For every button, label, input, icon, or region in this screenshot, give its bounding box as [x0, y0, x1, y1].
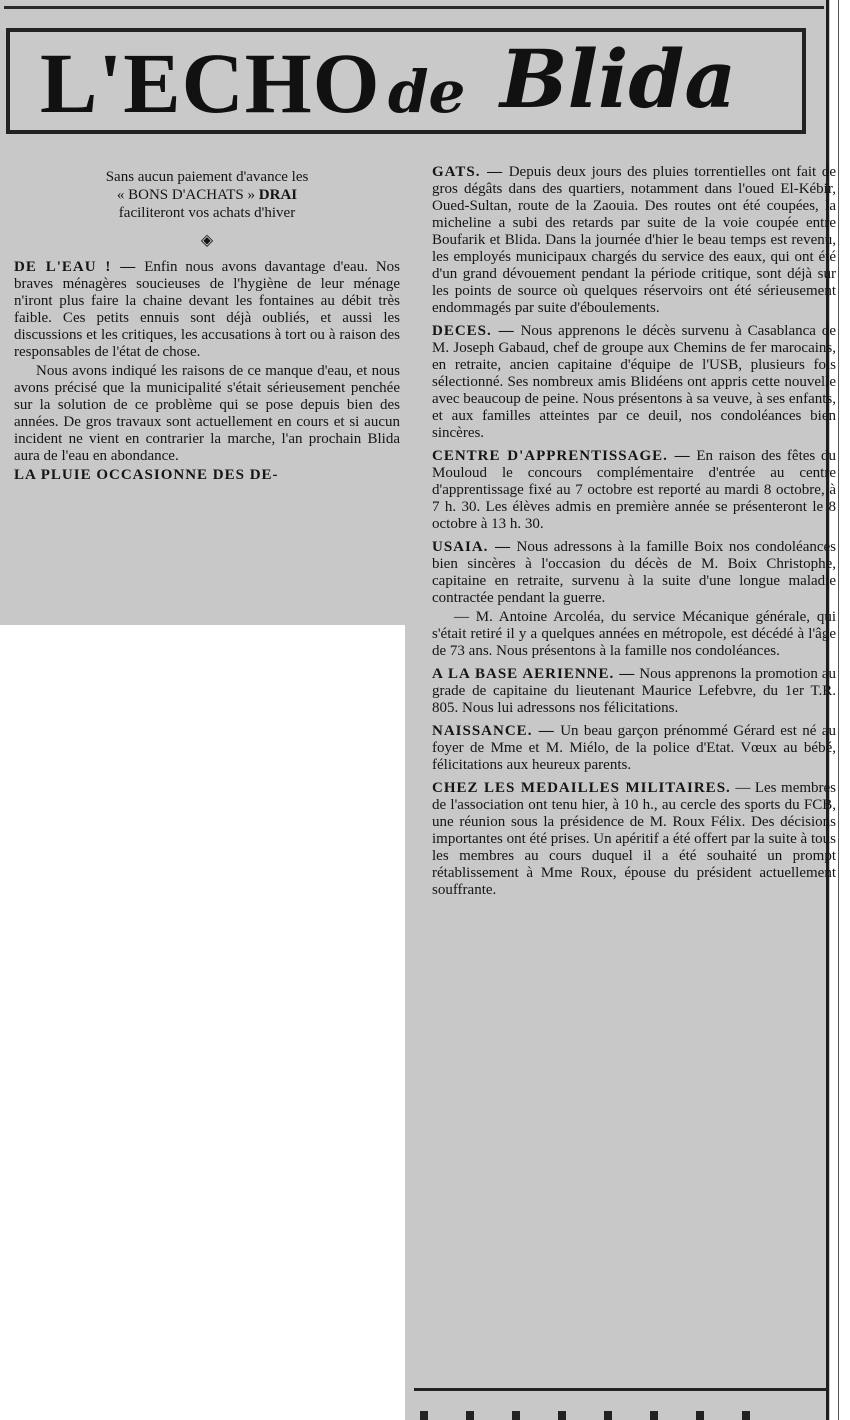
article-naissance: [432, 723, 836, 774]
article-centre-body: En raison des fêtes du Mouloud le concours complémentaire d'entrée au centre d'apprentissage fixé au 7 octobre est reporté au mardi 8 octobre, à 7 h. 30. Les élèves admis en première année se présenteront le 8 octobre à 13 h. 30.: [432, 448, 836, 532]
article-rain-heading-cont: GATS. —: [432, 164, 504, 180]
ad-brand: « BONS D'ACHATS »: [116, 187, 256, 203]
column-rule-right-thin: [838, 0, 839, 1420]
article-rain-heading: LA PLUIE OCCASIONNE DES DE-: [14, 467, 279, 483]
article-naissance-heading: NAISSANCE. —: [432, 723, 555, 739]
article-water: [14, 259, 400, 361]
masthead-title-main: L'ECHO: [40, 35, 381, 131]
ad-line-3: faciliteront vos achats d'hiver: [118, 205, 296, 221]
article-deces: [432, 323, 836, 442]
ad-line-1: Sans aucun paiement d'avance les: [105, 169, 309, 185]
masthead-title-place: Blida: [500, 32, 737, 126]
article-water-heading: DE L'EAU ! —: [14, 259, 137, 275]
article-centre: [432, 448, 836, 533]
ad-line-2: [14, 186, 400, 204]
article-water-body: Enfin nous avons davantage d'eau. Nos braves ménagères soucieuses de l'hygiène de leur ménage n'iront plus faire la chaine devant les fontaines au débit très faible. Ces petits ennuis sont déjà oubliés, et aussi les discussions et les critiques, les accusations à tort ou à raison des responsables de l'état de chose.: [14, 259, 400, 360]
bottom-rule: [414, 1388, 826, 1391]
article-deces-body: Nous apprenons le décès survenu à Casablanca de M. Joseph Gabaud, chef de groupe aux Chemins de fer marocains, en retraite, ancien capitaine d'équipe de l'USB, plusieurs fois sélectionné. Ses nombreux amis Blidéens ont appris cette nouvelle avec beaucoup de peine. Nous présentons à sa veuve, à ses enfants, et aux familles atteintes par ce deuil, nos condoléances bien sincères.: [432, 323, 836, 441]
article-naissance-body: Un beau garçon prénommé Gérard est né au foyer de Mme et M. Miélo, de la police d'Etat. Vœux au bébé, félicitations aux heureux parents.: [432, 723, 836, 773]
article-rain-heading-start: [14, 467, 400, 484]
article-rain: [432, 164, 836, 317]
article-base-body: Nous apprenons la promotion au grade de capitaine du lieutenant Maurice Lefebvre, du 1er T.R. 805. Nous lui adressons nos félicitations.: [432, 666, 836, 716]
masthead: [6, 28, 806, 134]
article-medailles: [432, 780, 836, 899]
article-usaia-body: Nous adressons à la famille Boix nos condoléances bien sincères à l'occasion du décès de M. Boix Christophe, capitaine en retraite, survenu à la suite d'une longue maladie contractée pendant la guerre.: [432, 539, 837, 606]
advertisement: [14, 168, 400, 222]
left-column: [14, 168, 400, 484]
article-arcolea: — M. Antoine Arcoléa, du service Mécanique générale, qui s'était retiré il y a quelques années en métropole, est décédé à l'âge de 73 ans. Nous présentons à la famille nos condoléances.: [432, 609, 836, 659]
right-column: [432, 164, 836, 899]
article-medailles-body: — Les membres de l'association ont tenu hier, à 10 h., au cercle des sports du FCB, une réunion sous la présidence de M. Roux Félix. Des décisions importantes ont été prises. Un apéritif a été offert par la suite à tous les membres au cours duquel il a été souhaité un prompt rétablissement à Mme Roux, épouse du président actuellement souffrante.: [432, 780, 837, 898]
article-deces-heading: DECES. —: [432, 323, 515, 339]
top-rule: [4, 6, 824, 9]
article-usaia-heading: USAIA. —: [432, 539, 511, 555]
diamond-ornament-icon: ◈: [200, 232, 214, 249]
cut-off-next-article: [420, 1408, 820, 1420]
article-rain-body: Depuis deux jours des pluies torrentielles ont fait de gros dégâts dans des quartiers, notamment dans l'oued El-Kébir, Oued-Sultan, route de la Zaouia. Des routes ont été coupées, la micheline a subi des retards par suite de la voie coupée entre Boufarik et Blida. Dans la journée d'hier le beau temps est revenu, les employés municipaux chargés du service des eaux, qui ont été d'un grand dévouement pendant la période critique, sont déjà sur les points de source où quelques réservoirs ont été sérieusement endommagés par suite d'éboulements.: [432, 164, 836, 316]
ad-name: DRAI: [258, 187, 298, 203]
article-usaia: [432, 539, 836, 607]
article-base: [432, 666, 836, 717]
article-centre-heading: CENTRE D'APPRENTISSAGE. —: [432, 448, 691, 464]
masthead-title-de: de: [388, 58, 466, 126]
article-base-heading: A LA BASE AERIENNE. —: [432, 666, 636, 682]
article-water-continued: Nous avons indiqué les raisons de ce manque d'eau, et nous avons précisé que la municipalité s'était sérieusement penchée sur la solution de ce problème qui se pose depuis bien des années. De gros travaux sont actuellement en cours et si aucun incident ne vient en contrarier la marche, l'an prochain Blida aura de l'eau en abondance.: [14, 363, 400, 464]
article-medailles-heading: CHEZ LES MEDAILLES MILITAIRES.: [432, 780, 731, 796]
